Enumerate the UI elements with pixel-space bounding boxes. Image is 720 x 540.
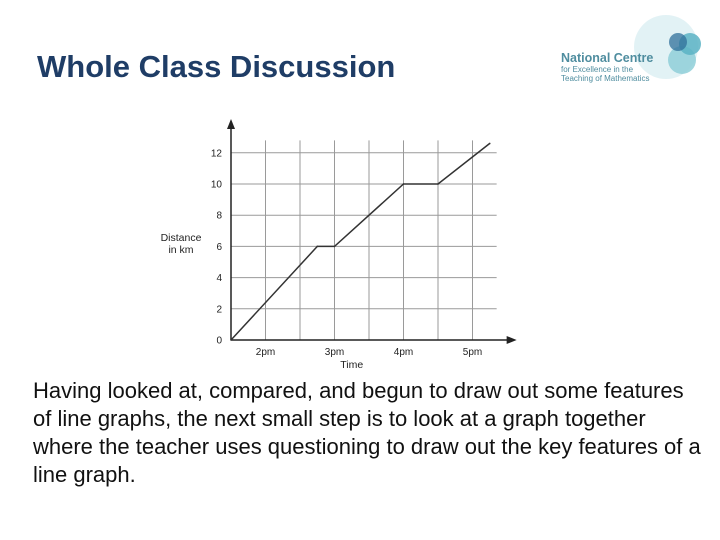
series-line bbox=[231, 143, 490, 340]
logo-line2: for Excellence in the bbox=[561, 64, 634, 74]
x-tick-label: 3pm bbox=[324, 347, 345, 358]
y-tick-label: 6 bbox=[216, 241, 222, 253]
chart-grid bbox=[231, 140, 497, 340]
logo-text bbox=[561, 52, 653, 83]
series-point bbox=[316, 246, 318, 248]
x-tick-label: 4pm bbox=[393, 347, 414, 358]
series-point bbox=[437, 183, 439, 185]
y-tick-label: 12 bbox=[210, 148, 222, 160]
distance-time-chart bbox=[150, 115, 520, 375]
x-axis-label: Time bbox=[340, 359, 364, 371]
logo-line1: National Centre bbox=[561, 51, 654, 65]
series-point bbox=[334, 246, 336, 248]
series-point bbox=[230, 339, 232, 341]
slide-title: Whole Class Discussion bbox=[37, 49, 396, 84]
y-axis-label: Distance bbox=[160, 232, 202, 244]
y-tick-label: 0 bbox=[216, 335, 222, 347]
x-axis-arrow bbox=[507, 336, 517, 344]
series-point bbox=[489, 143, 491, 145]
x-tick-label: 5pm bbox=[462, 347, 483, 358]
y-axis-label: in km bbox=[168, 244, 194, 256]
chart-series bbox=[230, 143, 490, 341]
x-tick-label: 2pm bbox=[255, 347, 276, 358]
body-paragraph: Having looked at, compared, and begun to draw out some features of line graphs, the next small step is to look at a graph together where the teacher uses questioning to draw out the key features of a line graph. bbox=[33, 378, 701, 487]
series-point bbox=[403, 183, 405, 185]
y-tick-label: 8 bbox=[216, 210, 222, 222]
y-axis-arrow bbox=[227, 119, 235, 129]
y-tick-label: 10 bbox=[210, 179, 222, 191]
y-tick-label: 2 bbox=[216, 304, 222, 316]
chart-ticks bbox=[211, 148, 482, 358]
logo-line3: Teaching of Mathematics bbox=[561, 73, 650, 83]
y-tick-label: 4 bbox=[216, 273, 222, 285]
